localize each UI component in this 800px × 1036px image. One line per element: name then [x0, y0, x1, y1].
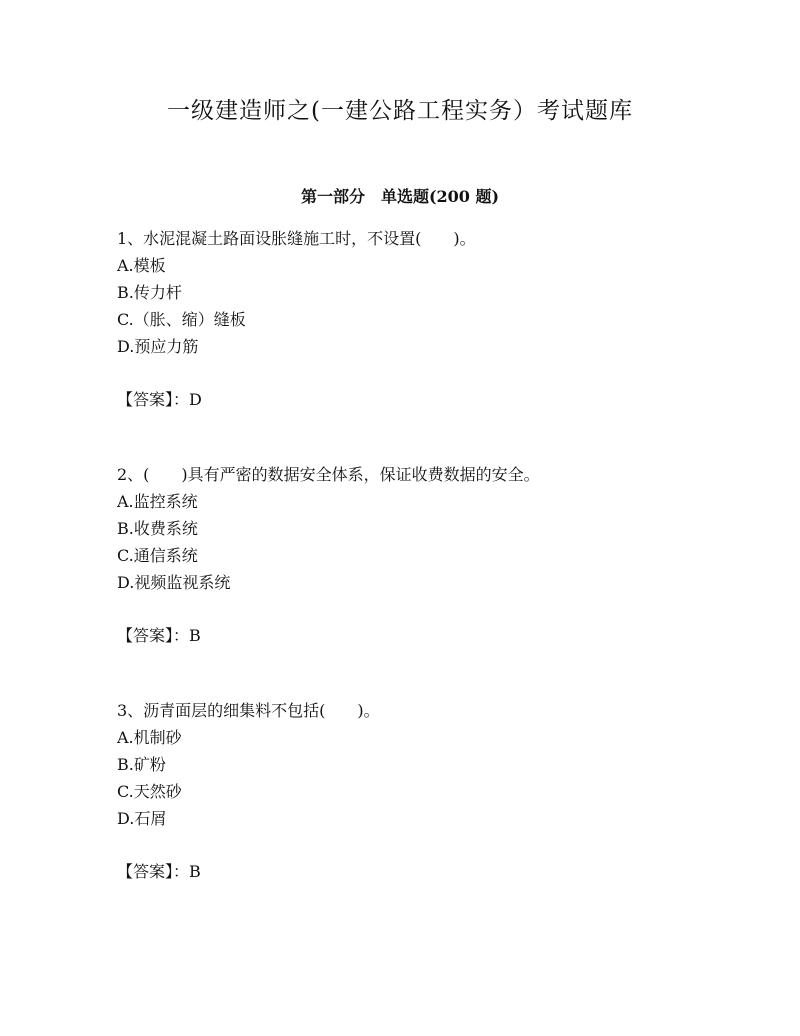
answer-line: 【答案】：D	[117, 390, 202, 409]
question-stem: 2、( )具有严密的数据安全体系，保证收费数据的安全。	[117, 465, 540, 484]
option-d: D.视频监视系统	[117, 573, 231, 592]
option-d: D.预应力筋	[117, 337, 199, 356]
option-c: C.通信系统	[117, 546, 198, 565]
option-c: C.天然砂	[117, 782, 182, 801]
option-a: A.模板	[117, 256, 166, 275]
question-stem: 3、沥青面层的细集料不包括( )。	[117, 701, 380, 720]
option-b: B.矿粉	[117, 755, 166, 774]
option-b: B.收费系统	[117, 519, 198, 538]
option-d: D.石屑	[117, 809, 167, 828]
question-2	[117, 461, 757, 649]
question-1	[117, 225, 757, 413]
option-a: A.监控系统	[117, 492, 198, 511]
option-a: A.机制砂	[117, 728, 182, 747]
option-c: C.（胀、缩）缝板	[117, 310, 246, 329]
section-title: 第一部分 单选题(200 题)	[300, 187, 500, 206]
question-list	[117, 225, 757, 885]
question-stem: 1、水泥混凝土路面设胀缝施工时，不设置( )。	[117, 229, 476, 248]
answer-line: 【答案】：B	[117, 862, 201, 881]
document-title: 一级建造师之(一建公路工程实务）考试题库	[167, 98, 633, 124]
answer-line: 【答案】：B	[117, 626, 201, 645]
question-3	[117, 697, 757, 885]
option-b: B.传力杆	[117, 283, 182, 302]
